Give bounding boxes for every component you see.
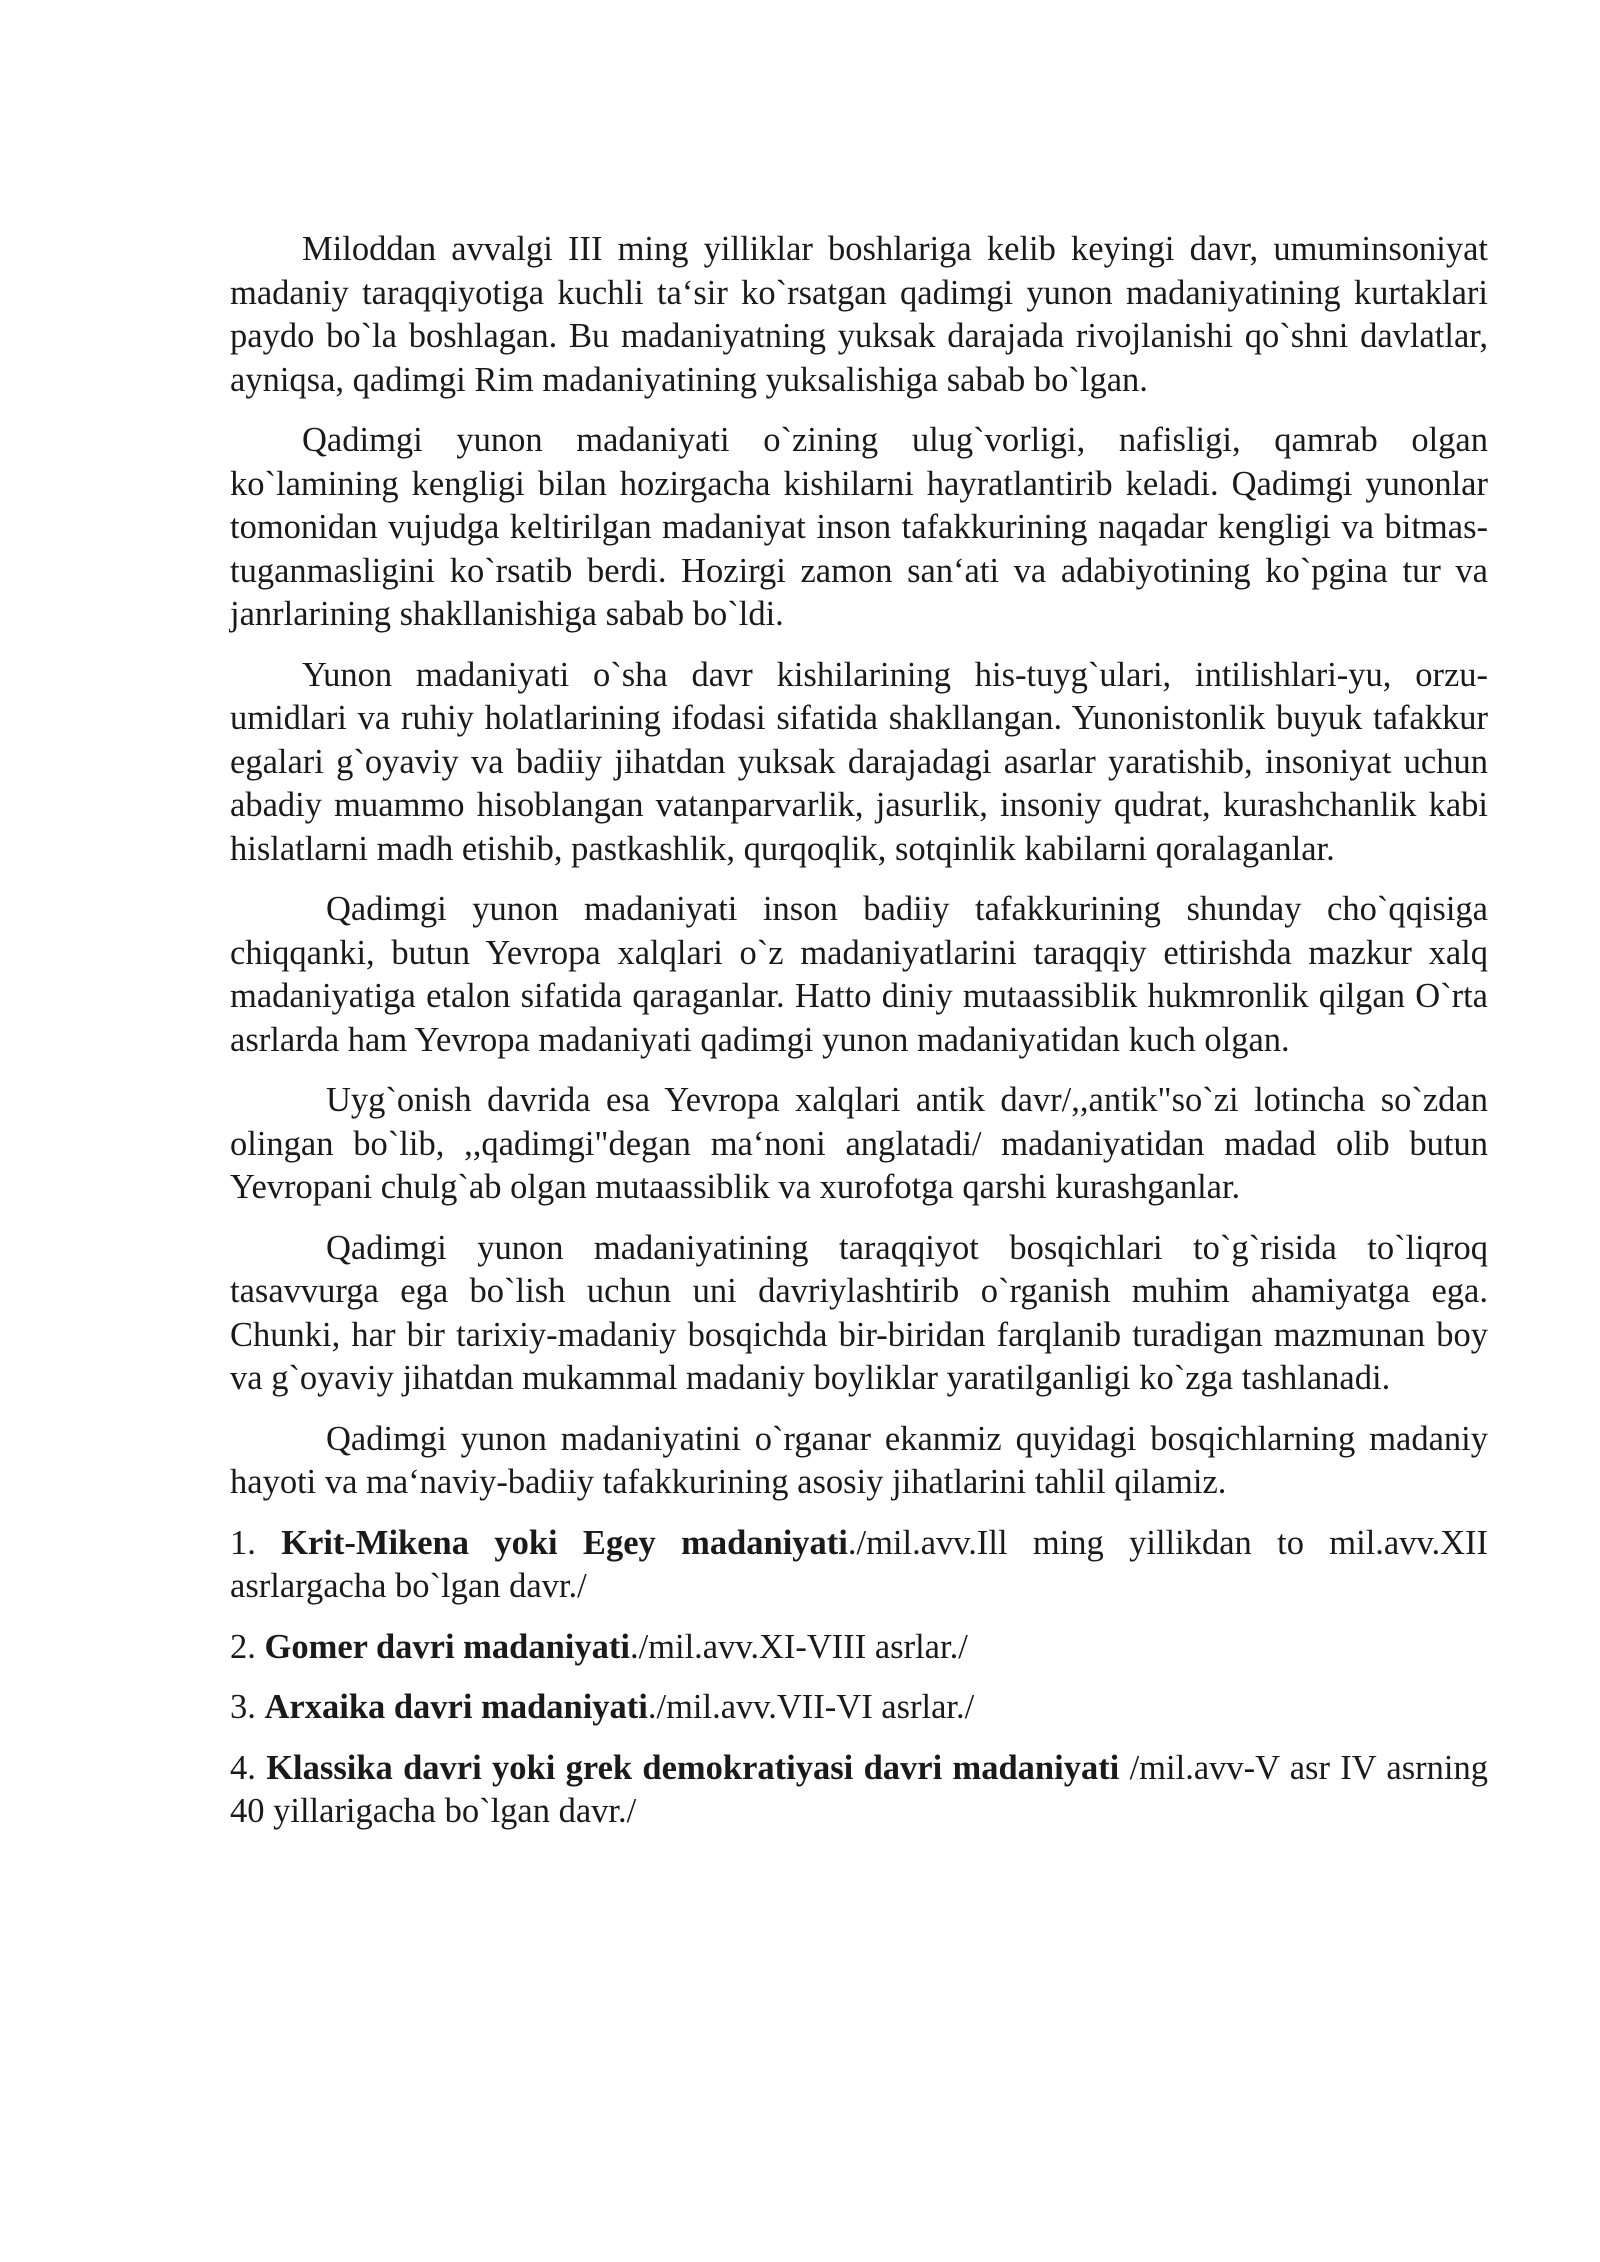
paragraph-2: Qadimgi yunon madaniyati o`zining ulug`vorligi, nafisligi, qamrab olgan ko`lamining kengligi bilan hozirgacha kishilarni hayratlantirib keladi. Qadimgi yunonlar tomonidan vujudga keltirilgan madaniyat inson tafakkurining naqadar kengligi va bitmas-tuganmasligini ko`rsatib berdi. Hozirgi zamon san‘ati va adabiyotining ko`pgina tur va janrlarining shakllanishiga sabab bo`ldi. — [230, 421, 1488, 633]
list-detail: /mil.avv-V asr IV asrning 40 yillarigacha bo`lgan davr./ — [230, 1748, 1488, 1830]
list-title: Gomer davri madaniyati — [264, 1627, 630, 1666]
list-detail: ./mil.avv.Ill ming yillikdan to mil.avv.XII asrlargacha bo`lgan davr./ — [230, 1523, 1488, 1605]
paragraph-4: Qadimgi yunon madaniyati inson badiiy tafakkurining shunday cho`qqisiga chiqqanki, butun Yevropa xalqlari o`z madaniyatlarini taraqqiy ettirishda mazkur xalq madaniyatiga etalon sifatida qaraganlar. Hatto diniy mutaassiblik hukmronlik qilgan O`rta asrlarda ham Yevropa madaniyati qadimgi yunon madaniyatidan kuch olgan. — [230, 890, 1488, 1059]
paragraph-6: Qadimgi yunon madaniyatining taraqqiyot bosqichlari to`g`risida to`liqroq tasavvurga ega bo`lish uchun uni davriylashtirib o`rganish muhim ahamiyatga ega. Chunki, har bir tarixiy-madaniy bosqichda bir-biridan farqlanib turadigan mazmunan boy va g`oyaviy jihatdan mukammal madaniy boyliklar yaratilganligi ko`zga tashlanadi. — [230, 1228, 1488, 1397]
list-item-1 — [230, 1522, 1488, 1609]
list-item-2 — [230, 1626, 1488, 1670]
list-item-4 — [230, 1747, 1488, 1834]
list-number: 2. — [230, 1627, 256, 1666]
list-item-3 — [230, 1686, 1488, 1730]
list-title: Arxaika davri madaniyati — [264, 1688, 648, 1726]
list-detail: ./mil.avv.XI-VIII asrlar./ — [629, 1627, 968, 1666]
list-detail: ./mil.avv.VII-VI asrlar./ — [647, 1688, 975, 1726]
list-title: Klassika davri yoki grek demokratiyasi davri madaniyati — [266, 1748, 1120, 1787]
document-page — [230, 228, 1488, 1851]
list-title: Krit-Mikena yoki Egey madaniyati — [281, 1523, 848, 1562]
paragraph-7: Qadimgi yunon madaniyatini o`rganar ekanmiz quyidagi bosqichlarning madaniy hayoti va ma‘naviy-badiiy tafakkurining asosiy jihatlarini tahlil qilamiz. — [230, 1419, 1488, 1501]
paragraph-1: Miloddan avvalgi III ming yilliklar boshlariga kelib keyingi davr, umuminsoniyat madaniy taraqqiyotiga kuchli ta‘sir ko`rsatgan qadimgi yunon madaniyatining kurtaklari paydo bo`la boshlagan. Bu madaniyatning yuksak darajada rivojlanishi qo`shni davlatlar, ayniqsa, qadimgi Rim madaniyatining yuksalishiga sabab bo`lgan. — [230, 230, 1488, 399]
paragraph-3: Yunon madaniyati o`sha davr kishilarining his-tuyg`ulari, intilishlari-yu, orzu-umidlari va ruhiy holatlarining ifodasi sifatida shakllangan. Yunonistonlik buyuk tafakkur egalari g`oyaviy va badiiy jihatdan yuksak darajadagi asarlar yaratishib, insoniyat uchun abadiy muammo hisoblangan vatanparvarlik, jasurlik, insoniy qudrat, kurashchanlik kabi hislatlarni madh etishib, pastkashlik, qurqoqlik, sotqinlik kabilarni qoralaganlar. — [230, 655, 1488, 868]
paragraph-5: Uyg`onish davrida esa Yevropa xalqlari antik davr/,,antik"so`zi lotincha so`zdan olingan bo`lib, ,,qadimgi"degan ma‘noni anglatadi/ madaniyatidan madad olib butun Yevropani chulg`ab olgan mutaassiblik va xurofotga qarshi kurashganlar. — [230, 1081, 1488, 1206]
list-number: 3. — [230, 1688, 256, 1726]
list-number: 4. — [230, 1748, 256, 1787]
list-number: 1. — [230, 1523, 256, 1562]
